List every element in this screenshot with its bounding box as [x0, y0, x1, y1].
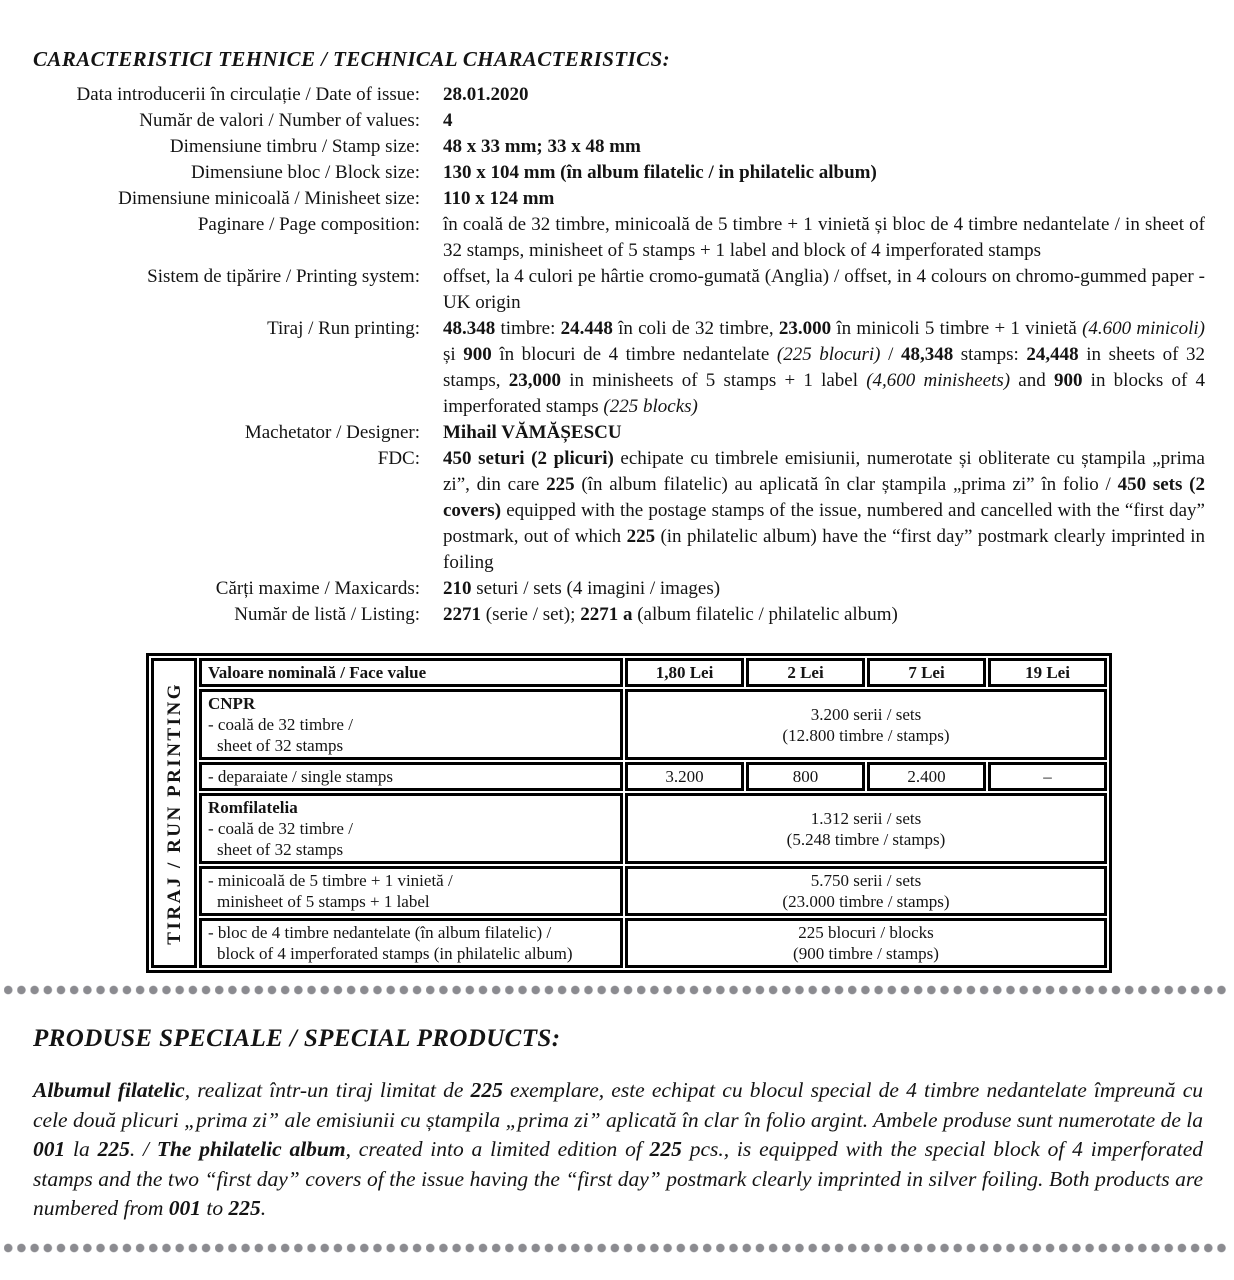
row-minisheet-size — [33, 186, 1205, 212]
field-label: Data introducerii în circulație / Date of issue: — [76, 84, 420, 105]
field-label: Machetator / Designer: — [244, 422, 420, 443]
field-value: 210 seturi / sets (4 imagini / images) — [443, 578, 721, 599]
field-value: în coală de 32 timbre, minicoală de 5 timbre + 1 vinietă și bloc de 4 timbre nedantelate / in sheet of 32 stamps, minisheet of 5 stamps + 1 label and block of 4 imperforated stamps — [443, 214, 1205, 261]
field-label: Sistem de tipărire / Printing system: — [147, 266, 420, 287]
row-page-composition — [33, 212, 1205, 264]
row-listing — [33, 602, 1205, 628]
row-run-printing — [33, 316, 1205, 420]
row-label-cnpr-sheet: CNPR - coală de 32 timbre / sheet of 32 stamps — [199, 689, 623, 760]
header-value-3: 7 Lei — [867, 658, 986, 687]
row-label-minisheet: - minicoală de 5 timbre + 1 vinietă / minisheet of 5 stamps + 1 label — [199, 866, 623, 916]
field-value: 2271 (serie / set); 2271 a (album filatelic / philatelic album) — [443, 604, 898, 625]
romfilatelia-sheet-total: 1.312 serii / sets (5.248 timbre / stamps) — [625, 793, 1107, 864]
cnpr-sheet-total: 3.200 serii / sets (12.800 timbre / stamps) — [625, 689, 1107, 760]
row-designer — [33, 420, 1205, 446]
block-total: 225 blocuri / blocks (900 timbre / stamps) — [625, 918, 1107, 968]
field-label: FDC: — [377, 448, 420, 469]
field-label: Paginare / Page composition: — [197, 214, 420, 235]
header-value-2: 2 Lei — [746, 658, 865, 687]
header-value-4: 19 Lei — [988, 658, 1107, 687]
single-stamps-value-2: 800 — [746, 762, 865, 791]
minisheet-total: 5.750 serii / sets (23.000 timbre / stamps) — [625, 866, 1107, 916]
single-stamps-value-1: 3.200 — [625, 762, 744, 791]
run-printing-table — [146, 653, 1112, 973]
row-maxicards — [33, 576, 1205, 602]
field-value: 28.01.2020 — [443, 84, 529, 105]
header-value-1: 1,80 Lei — [625, 658, 744, 687]
field-label: Număr de listă / Listing: — [234, 604, 420, 625]
row-label-single-stamps: - deparaiate / single stamps — [199, 762, 623, 791]
page-title: CARACTERISTICI TEHNICE / TECHNICAL CHARACTERISTICS: — [33, 47, 670, 71]
field-label: Număr de valori / Number of values: — [139, 110, 420, 131]
field-value: 48.348 timbre: 24.448 în coli de 32 timbre, 23.000 în minicoli 5 timbre + 1 vinietă (4.600 minicoli) și 900 în blocuri de 4 timbre nedantelate (225 blocuri) / 48,348 stamps: 24,448 in sheets of 32 stamps, 23,000 in minisheets of 5 stamps + 1 label (4,600 minisheets) and 900 in blocks of 4 imperforated stamps (225 blocks) — [443, 318, 1206, 417]
field-value: 48 x 33 mm; 33 x 48 mm — [443, 136, 641, 157]
single-stamps-value-4: – — [988, 762, 1107, 791]
row-label-block: - bloc de 4 timbre nedantelate (în album filatelic) / block of 4 imperforated stamps (in philatelic album) — [199, 918, 623, 968]
row-block-size — [33, 160, 1205, 186]
field-label: Dimensiune timbru / Stamp size: — [169, 136, 420, 157]
table-vertical-label-cell — [151, 658, 197, 968]
field-value: 4 — [443, 110, 453, 131]
field-label: Dimensiune bloc / Block size: — [190, 162, 420, 183]
vertical-label: TIRAJ / RUN PRINTING — [163, 681, 185, 945]
special-products-title: PRODUSE SPECIALE / SPECIAL PRODUCTS: — [33, 1025, 561, 1052]
field-value: 110 x 124 mm — [443, 188, 555, 209]
field-label: Cărți maxime / Maxicards: — [215, 578, 420, 599]
field-value: offset, la 4 culori pe hârtie cromo-gumată (Anglia) / offset, in 4 colours on chromo-gummed paper - UK origin — [443, 266, 1205, 313]
single-stamps-value-3: 2.400 — [867, 762, 986, 791]
field-value: Mihail VĂMĂȘESCU — [443, 422, 622, 443]
row-printing-system — [33, 264, 1205, 316]
header-face-value: Valoare nominală / Face value — [199, 658, 623, 687]
field-value: 450 seturi (2 plicuri) echipate cu timbrele emisiunii, numerotate și obliterate cu ștampila „prima zi”, din care 225 (în album filatelic) au aplicată în clar ștampila „prima zi” în folio / 450 sets (2 covers) equipped with the postage stamps of the issue, numbered and cancelled with the “first day” postmark, out of which 225 (in philatelic album) have the “first day” postmark clearly imprinted in foiling — [443, 448, 1205, 573]
field-label: Tiraj / Run printing: — [267, 318, 420, 339]
technical-characteristics-list — [33, 82, 1205, 628]
row-number-of-values — [33, 108, 1205, 134]
row-label-romfilatelia-sheet: Romfilatelia - coală de 32 timbre / sheet of 32 stamps — [199, 793, 623, 864]
special-products-paragraph: Albumul filatelic, realizat într-un tiraj limitat de 225 exemplare, este echipat cu blocul special de 4 timbre nedantelate împreună cu cele două plicuri „prima zi” ale emisiunii cu ștampila „prima zi” aplicată în clar în folio argint. Ambele produse sunt numerotate de la 001 la 225. / The philatelic album, created into a limited edition of 225 pcs., is equipped with the special block of 4 imperforated stamps and the two “first day” covers of the issue having the “first day” postmark clearly imprinted in silver foiling. Both products are numbered from 001 to 225. — [33, 1078, 1204, 1220]
field-label: Dimensiune minicoală / Minisheet size: — [118, 188, 420, 209]
field-value: 130 x 104 mm (în album filatelic / in philatelic album) — [443, 162, 877, 183]
row-date-of-issue — [33, 82, 1205, 108]
dotted-separator-bottom — [4, 1243, 1230, 1253]
row-fdc — [33, 446, 1205, 576]
dotted-separator-top — [4, 985, 1230, 995]
row-stamp-size — [33, 134, 1205, 160]
